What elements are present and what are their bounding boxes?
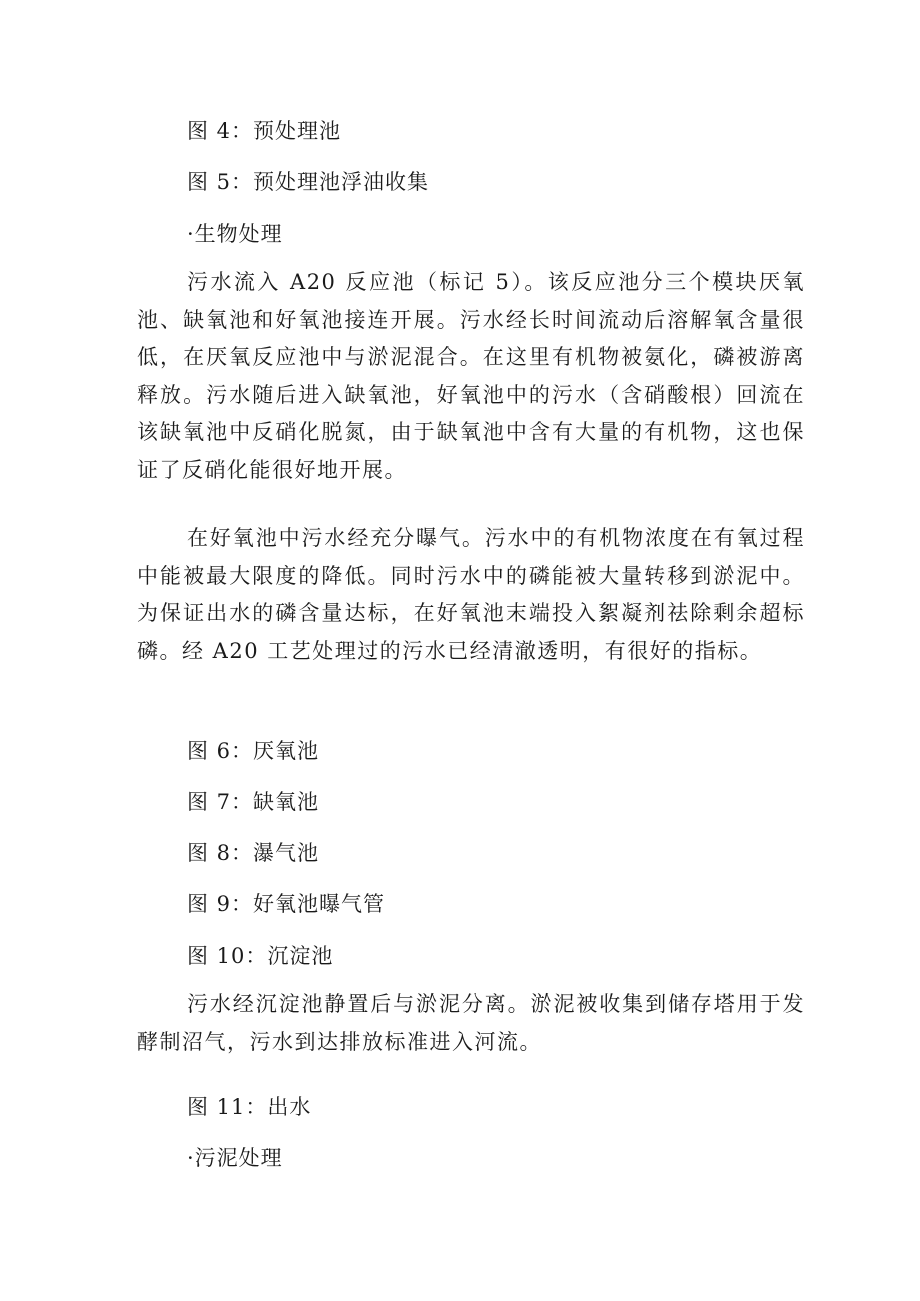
figure-caption-10: 图 10：沉淀池 <box>187 944 334 968</box>
paragraph-a2o-process: 污水流入 A20 反应池（标记 5）。该反应池分三个模块厌氧池、缺氧池和好氧池接连开展。污水经长时间流动后溶解氧含量很低，在厌氧反应池中与淤泥混合。在这里有机物被氨化，磷被游离释放。污水随后进入缺氧池，好氧池中的污水（含硝酸根）回流在该缺氧池中反硝化脱氮，由于缺氧池中含有大量的有机物，这也保证了反硝化能很好地开展。 <box>137 270 805 482</box>
figure-caption-5: 图 5：预处理池浮油收集 <box>187 170 430 194</box>
section-heading-bio: ·生物处理 <box>187 222 283 246</box>
figure-caption-4: 图 4：预处理池 <box>187 119 342 143</box>
section-heading-sludge: ·污泥处理 <box>187 1146 283 1170</box>
paragraph-aerobic-tank: 在好氧池中污水经充分曝气。污水中的有机物浓度在有氧过程中能被最大限度的降低。同时污水中的磷能被大量转移到淤泥中。为保证出水的磷含量达标，在好氧池末端投入絮凝剂祛除剩余超标磷。经 A20 工艺处理过的污水已经清澈透明，有很好的指标。 <box>137 526 805 663</box>
figure-caption-8: 图 8：瀑气池 <box>187 841 320 865</box>
paragraph-sedimentation: 污水经沉淀池静置后与淤泥分离。淤泥被收集到储存塔用于发酵制沼气，污水到达排放标准进入河流。 <box>137 992 805 1054</box>
figure-caption-7: 图 7：缺氧池 <box>187 790 320 814</box>
figure-caption-11: 图 11：出水 <box>187 1095 312 1119</box>
figure-caption-6: 图 6：厌氧池 <box>187 739 320 763</box>
figure-caption-9: 图 9：好氧池曝气管 <box>187 892 386 916</box>
